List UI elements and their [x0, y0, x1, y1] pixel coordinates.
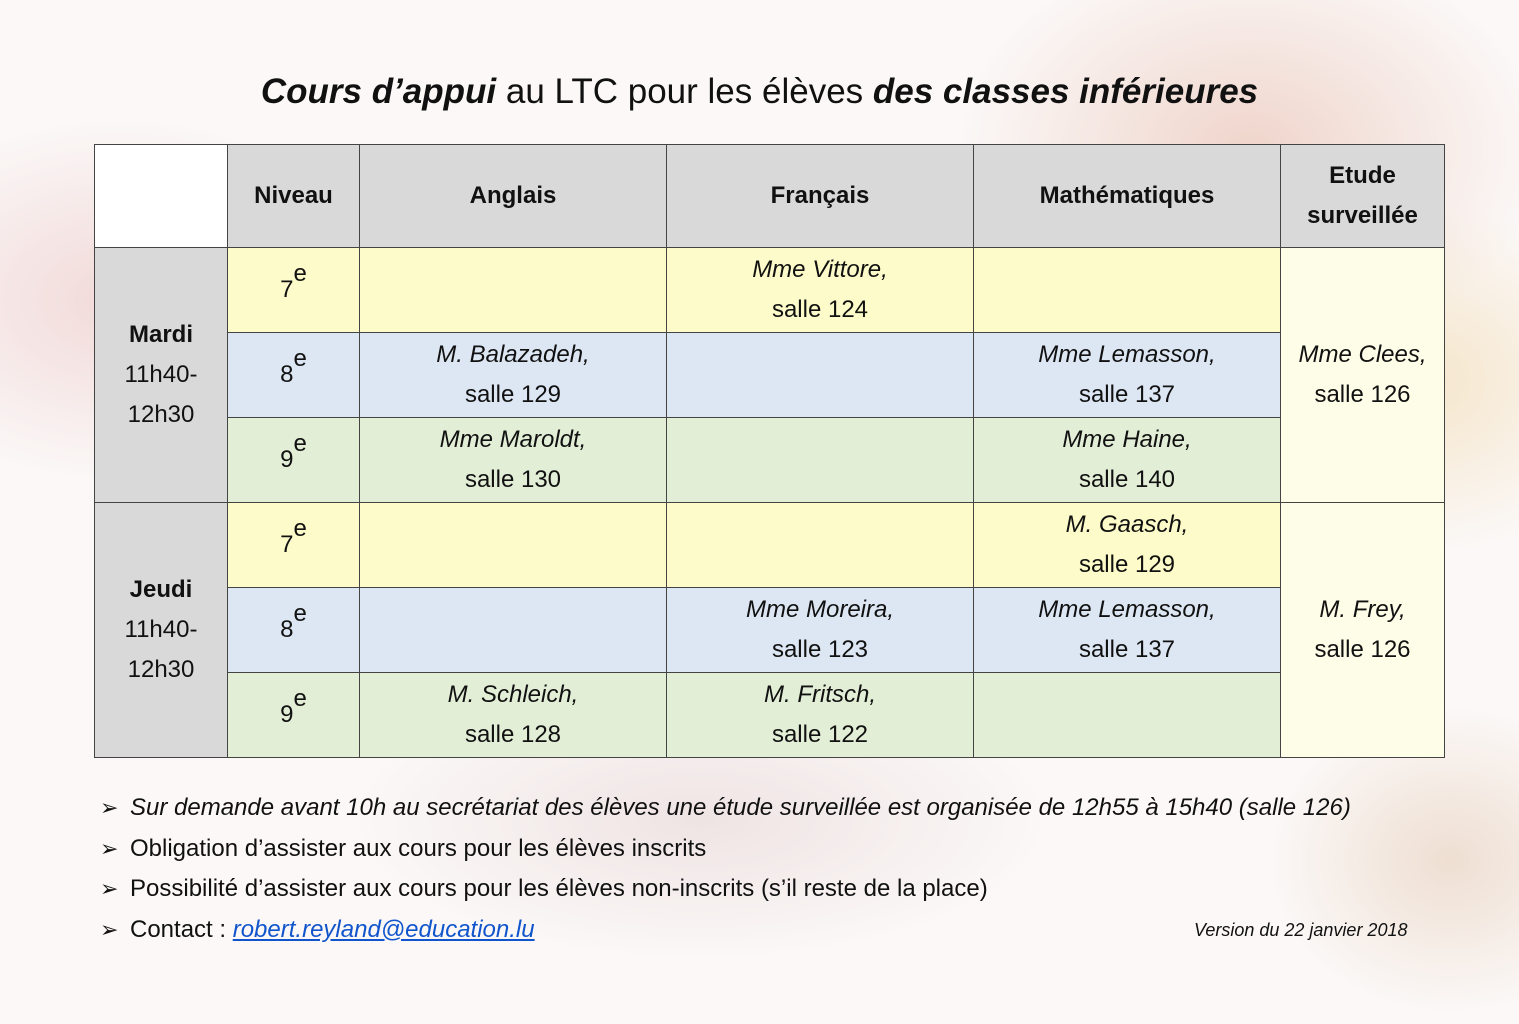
francais-cell [667, 333, 974, 418]
room-number: salle 128 [464, 721, 562, 748]
level-cell [228, 588, 360, 673]
note-item [100, 829, 1351, 870]
header-niveau: Niveau [228, 145, 360, 248]
francais-cell [667, 503, 974, 588]
header-etude-line1: Etude [1329, 162, 1396, 189]
anglais-cell [360, 503, 667, 588]
maths-cell [974, 248, 1281, 333]
level-number: 7 [280, 276, 294, 303]
level-number: 7 [280, 531, 294, 558]
anglais-cell [360, 588, 667, 673]
table-row [95, 588, 1445, 673]
level-suffix: e [293, 345, 307, 372]
teacher-name: M. Schleich, [447, 681, 579, 708]
title-part-course: Cours d’appui [260, 72, 497, 111]
etude-teacher: Mme Clees, [1298, 341, 1427, 368]
header-mathematiques: Mathématiques [974, 145, 1281, 248]
anglais-cell [360, 248, 667, 333]
anglais-cell [360, 673, 667, 758]
francais-cell [667, 248, 974, 333]
table-row [95, 248, 1445, 333]
room-number: salle 130 [464, 466, 562, 493]
note-text: Possibilité d’assister aux cours pour les élèves non-inscrits (s’il reste de la place) [130, 875, 988, 902]
header-francais: Français [667, 145, 974, 248]
contact-label: Contact : [130, 915, 233, 943]
level-cell [228, 673, 360, 758]
room-number: salle 129 [1078, 551, 1176, 578]
level-cell [228, 503, 360, 588]
anglais-cell [360, 333, 667, 418]
room-number: salle 123 [771, 636, 869, 663]
teacher-name: Mme Vittore, [752, 256, 888, 283]
header-etude-line2: surveillée [1307, 202, 1418, 229]
level-suffix: e [293, 260, 307, 287]
title-part-middle: au LTC pour les élèves [496, 72, 873, 111]
etude-cell-mardi [1281, 248, 1445, 503]
francais-cell [667, 418, 974, 503]
teacher-name: Mme Haine, [1062, 426, 1192, 453]
level-number: 9 [280, 701, 294, 728]
day-name: Jeudi [129, 576, 193, 603]
table-row [95, 673, 1445, 758]
level-suffix: e [293, 515, 307, 542]
header-etude-surveillee [1281, 145, 1445, 248]
maths-cell [974, 333, 1281, 418]
room-number: salle 140 [1078, 466, 1176, 493]
room-number: salle 137 [1078, 636, 1176, 663]
note-item [100, 869, 1351, 910]
teacher-name: Mme Lemasson, [1038, 341, 1216, 368]
level-suffix: e [293, 600, 307, 627]
title-part-classes: des classes inférieures [872, 72, 1259, 111]
day-time-end: 12h30 [127, 656, 195, 683]
day-time-start: 11h40- [124, 361, 198, 388]
header-anglais: Anglais [360, 145, 667, 248]
level-number: 8 [280, 616, 294, 643]
teacher-name: M. Gaasch, [1065, 511, 1189, 538]
room-number: salle 129 [464, 381, 562, 408]
arrow-bullet-icon: ➢ [100, 835, 119, 861]
level-cell [228, 248, 360, 333]
etude-cell-jeudi [1281, 503, 1445, 758]
level-suffix: e [293, 685, 307, 712]
maths-cell [974, 673, 1281, 758]
teacher-name: Mme Lemasson, [1038, 596, 1216, 623]
etude-room: salle 126 [1314, 381, 1411, 408]
day-name: Mardi [128, 321, 193, 348]
level-suffix: e [293, 430, 307, 457]
day-time-start: 11h40- [124, 616, 198, 643]
header-row [95, 145, 1445, 248]
note-text: Sur demande avant 10h au secrétariat des élèves une étude surveillée est organisée de 12h55 à 15h40 (salle 126) [130, 794, 1351, 821]
contact-item [100, 910, 1351, 951]
note-item [100, 788, 1351, 829]
version-text: Version du 22 janvier 2018 [1194, 920, 1408, 940]
teacher-name: Mme Maroldt, [439, 426, 587, 453]
francais-cell [667, 673, 974, 758]
notes-list [100, 788, 1351, 950]
day-cell-jeudi [95, 503, 228, 758]
header-corner-cell [95, 145, 228, 248]
level-cell [228, 418, 360, 503]
teacher-name: Mme Moreira, [745, 596, 895, 623]
room-number: salle 124 [771, 296, 869, 323]
maths-cell [974, 418, 1281, 503]
teacher-name: M. Balazadeh, [436, 341, 590, 368]
etude-teacher: M. Frey, [1319, 596, 1406, 623]
note-text: Obligation d’assister aux cours pour les élèves inscrits [130, 834, 707, 862]
arrow-bullet-icon: ➢ [100, 876, 119, 901]
arrow-bullet-icon: ➢ [100, 795, 119, 820]
schedule-table [94, 144, 1445, 758]
table-row [95, 503, 1445, 588]
maths-cell [974, 503, 1281, 588]
room-number: salle 122 [771, 721, 869, 748]
etude-room: salle 126 [1314, 636, 1411, 663]
table-row [95, 333, 1445, 418]
teacher-name: M. Fritsch, [764, 681, 876, 708]
anglais-cell [360, 418, 667, 503]
francais-cell [667, 588, 974, 673]
arrow-bullet-icon: ➢ [100, 916, 119, 942]
day-cell-mardi [95, 248, 228, 503]
page-title [0, 68, 1519, 116]
level-number: 9 [280, 446, 294, 473]
table-row [95, 418, 1445, 503]
level-number: 8 [280, 361, 294, 388]
maths-cell [974, 588, 1281, 673]
room-number: salle 137 [1078, 381, 1176, 408]
day-time-end: 12h30 [127, 401, 195, 428]
level-cell [228, 333, 360, 418]
contact-email-link[interactable]: robert.reyland@education.lu [232, 915, 535, 943]
